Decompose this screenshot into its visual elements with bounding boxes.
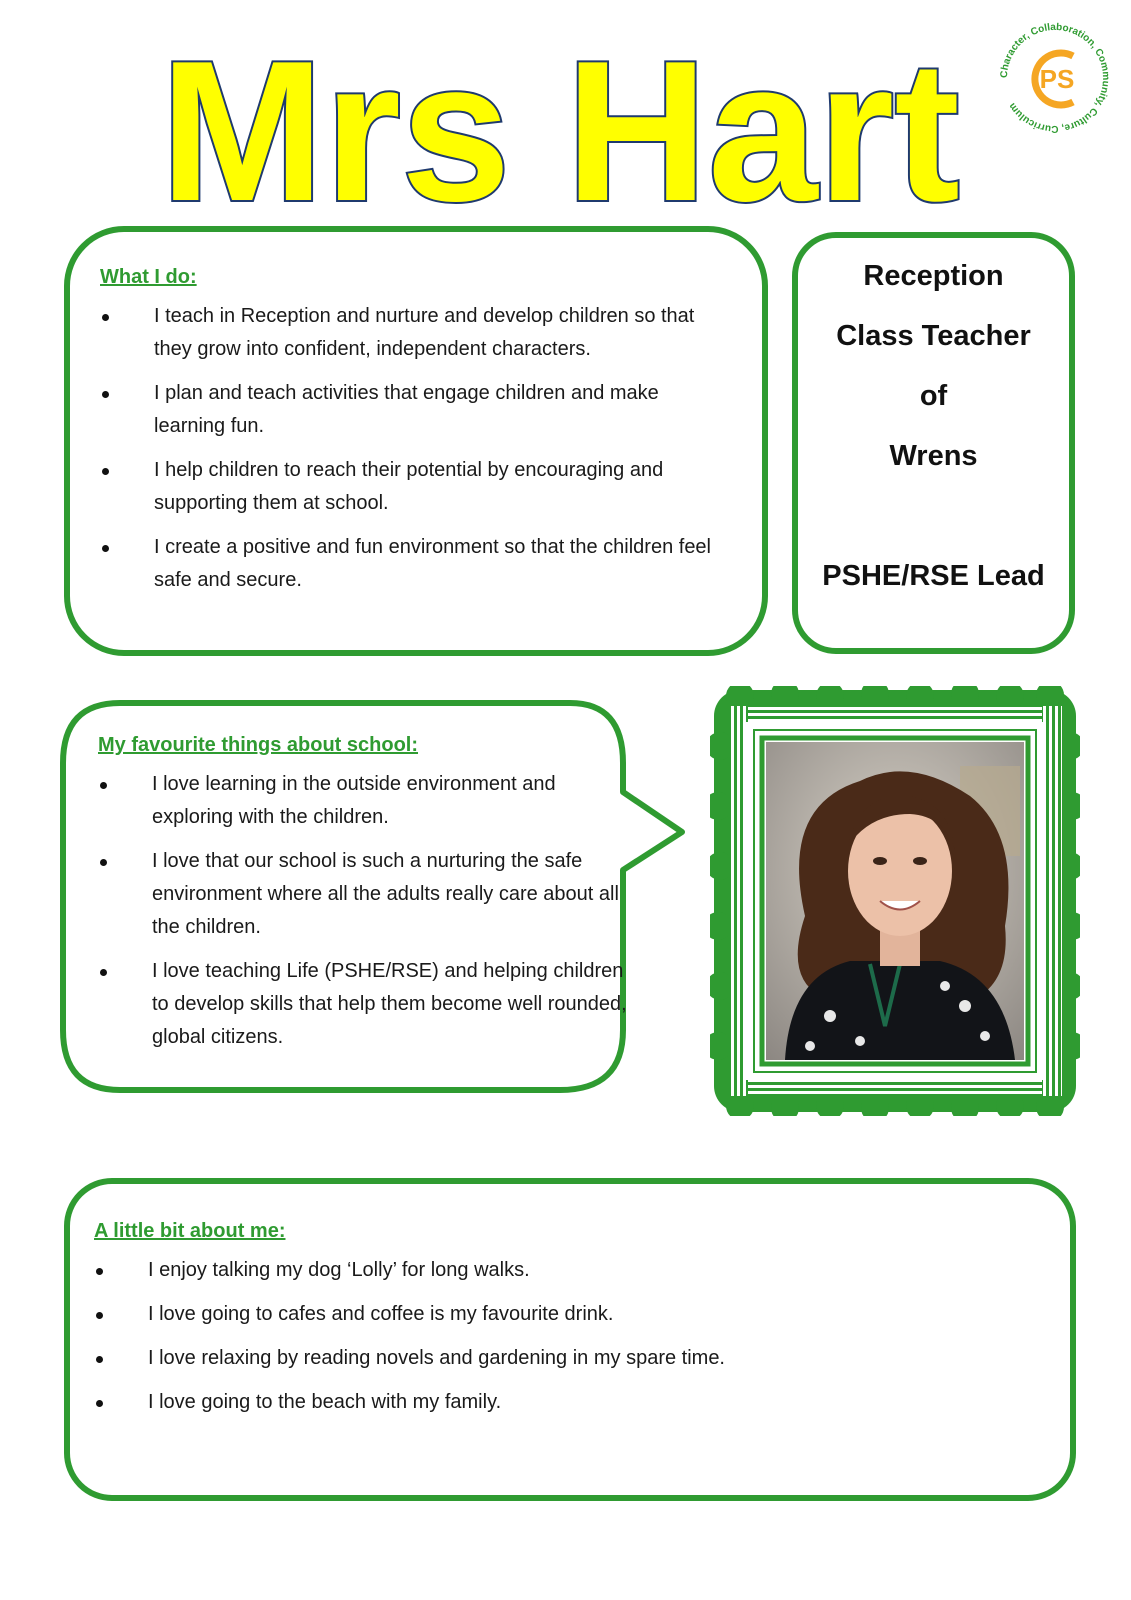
list-item: I love going to the beach with my family.: [94, 1386, 1040, 1419]
logo-initials: PS: [1039, 64, 1075, 94]
what-i-do-panel: [64, 226, 768, 656]
role-line-class-teacher: Class Teacher: [836, 320, 1031, 352]
list-item: I create a positive and fun environment so that the children feel safe and secure.: [100, 531, 732, 597]
title-text: Mrs Hart: [160, 28, 960, 218]
logo-icon: [995, 18, 1115, 138]
favourites-list: [98, 768, 638, 1054]
list-item: I love going to cafes and coffee is my favourite drink.: [94, 1298, 1040, 1331]
list-item: I teach in Reception and nurture and develop children so that they grow into confident, independent characters.: [100, 300, 732, 366]
role-lead: PSHE/RSE Lead: [822, 560, 1045, 592]
list-item: I love relaxing by reading novels and gardening in my spare time.: [94, 1342, 1040, 1375]
about-me-heading: A little bit about me:: [94, 1220, 286, 1242]
list-item: I love teaching Life (PSHE/RSE) and helping children to develop skills that help them become well rounded, global citizens.: [98, 955, 638, 1054]
role-panel: [792, 232, 1075, 654]
school-logo: [995, 18, 1115, 138]
page-title: [150, 28, 970, 218]
role-line-class-name: Wrens: [889, 440, 978, 472]
title-graphic: [150, 28, 970, 218]
what-i-do-heading: What I do:: [100, 266, 197, 288]
list-item: I plan and teach activities that engage children and make learning fun.: [100, 377, 732, 443]
portrait-photo: [710, 686, 1080, 1116]
what-i-do-list: [100, 300, 732, 597]
list-item: I enjoy talking my dog ‘Lolly’ for long walks.: [94, 1254, 1040, 1287]
role-line-reception: Reception: [863, 260, 1004, 292]
list-item: I help children to reach their potential by encouraging and supporting them at school.: [100, 454, 732, 520]
favourites-panel: [60, 700, 710, 1120]
about-me-list: [94, 1254, 1040, 1419]
logo-motto: Character, Collaboration, Community, Culture, Curriculum: [998, 21, 1112, 135]
about-me-panel: [64, 1178, 1076, 1501]
list-item: I love that our school is such a nurturing the safe environment where all the adults really care about all the children.: [98, 845, 638, 944]
photo-frame: [710, 686, 1080, 1116]
favourites-heading: My favourite things about school:: [98, 734, 419, 756]
list-item: I love learning in the outside environment and exploring with the children.: [98, 768, 638, 834]
role-line-of: of: [919, 380, 948, 412]
